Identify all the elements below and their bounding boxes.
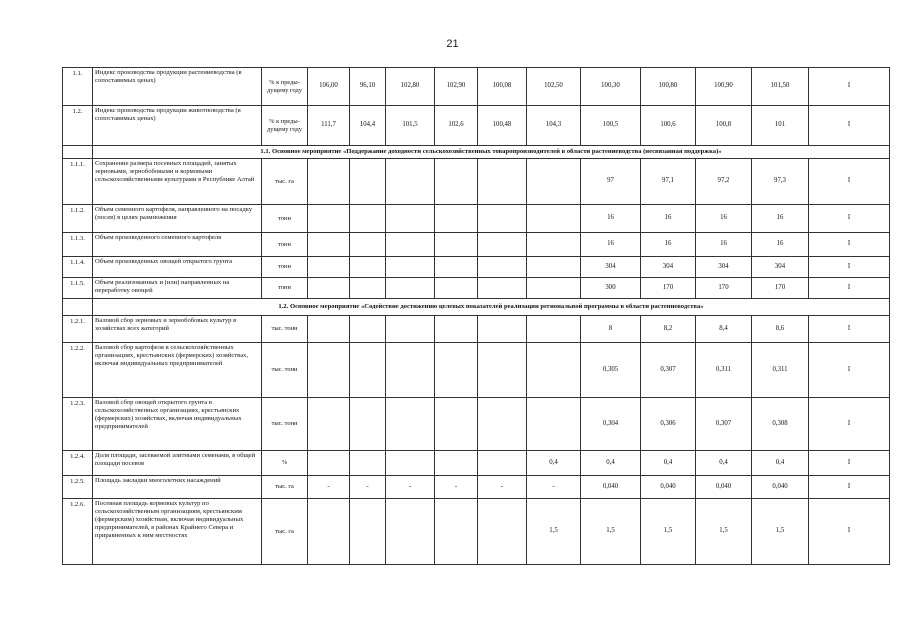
table-row: [63, 106, 890, 146]
section-title: 1.1. Основное мероприятие «Поддержание доходности сельскохозяйственных товаропроизводителей в области растениеводства (несвязанная поддержка)»: [93, 146, 890, 159]
value-cell: [308, 316, 350, 343]
value-cell: 101,50: [752, 68, 809, 106]
responsible-cell: I: [809, 476, 890, 499]
value-cell: [527, 278, 581, 299]
row-number: 1.2.5.: [63, 476, 93, 499]
table-row: [63, 278, 890, 299]
value-cell: 100,6: [641, 106, 696, 146]
value-cell: [308, 257, 350, 278]
value-cell: [308, 233, 350, 257]
indicator-name: Сохранение размера посевных площадей, занятых зерновыми, зернобобовыми и кормовыми сельскохозяйственными культурами в Республике Алтай: [93, 159, 262, 205]
value-cell: 100,80: [641, 68, 696, 106]
row-number: 1.2.: [63, 106, 93, 146]
value-cell: 16: [696, 233, 752, 257]
value-cell: 100,08: [478, 68, 527, 106]
value-cell: 16: [581, 205, 641, 233]
value-cell: 0,040: [641, 476, 696, 499]
unit-cell: тыс. га: [262, 476, 308, 499]
unit-cell: тыс. тонн: [262, 343, 308, 398]
table-row: [63, 257, 890, 278]
indicator-name: Площадь закладки многолетних насаждений: [93, 476, 262, 499]
row-number: 1.1.1.: [63, 159, 93, 205]
value-cell: [386, 499, 435, 565]
responsible-cell: I: [809, 278, 890, 299]
value-cell: 102,50: [527, 68, 581, 106]
value-cell: 0,040: [696, 476, 752, 499]
value-cell: -: [478, 476, 527, 499]
value-cell: -: [350, 476, 386, 499]
unit-cell: тыс. тонн: [262, 398, 308, 451]
value-cell: 16: [641, 233, 696, 257]
value-cell: [435, 316, 478, 343]
value-cell: 8,2: [641, 316, 696, 343]
row-number: 1.2.2.: [63, 343, 93, 398]
value-cell: 111,7: [308, 106, 350, 146]
value-cell: [308, 343, 350, 398]
value-cell: 1,5: [752, 499, 809, 565]
value-cell: 104,3: [527, 106, 581, 146]
value-cell: 304: [581, 257, 641, 278]
responsible-cell: I: [809, 106, 890, 146]
value-cell: 0,306: [641, 398, 696, 451]
value-cell: [478, 159, 527, 205]
row-number: 1.1.2.: [63, 205, 93, 233]
value-cell: 16: [641, 205, 696, 233]
value-cell: [350, 398, 386, 451]
value-cell: -: [308, 476, 350, 499]
value-cell: [308, 398, 350, 451]
section-row: [63, 299, 890, 316]
value-cell: 170: [696, 278, 752, 299]
value-cell: [527, 159, 581, 205]
value-cell: 100,5: [581, 106, 641, 146]
value-cell: 0,4: [752, 451, 809, 476]
value-cell: 0,308: [752, 398, 809, 451]
value-cell: [350, 159, 386, 205]
responsible-cell: I: [809, 499, 890, 565]
indicator-name: Объем семенного картофеля, направленного на посадку (посев) в целях размножения: [93, 205, 262, 233]
value-cell: [478, 316, 527, 343]
value-cell: 304: [641, 257, 696, 278]
value-cell: [527, 398, 581, 451]
value-cell: [350, 257, 386, 278]
value-cell: -: [386, 476, 435, 499]
value-cell: [386, 278, 435, 299]
value-cell: [527, 316, 581, 343]
page-number: 21: [446, 38, 459, 50]
value-cell: [386, 343, 435, 398]
value-cell: [350, 278, 386, 299]
value-cell: 1,5: [696, 499, 752, 565]
value-cell: 1,5: [527, 499, 581, 565]
row-number: 1.2.4.: [63, 451, 93, 476]
table-row: [63, 499, 890, 565]
indicator-name: Индекс производства продукции растениеводства (в сопоставимых ценах): [93, 68, 262, 106]
row-number: 1.1.: [63, 68, 93, 106]
value-cell: 0,4: [527, 451, 581, 476]
responsible-cell: I: [809, 451, 890, 476]
unit-cell: %: [262, 451, 308, 476]
unit-cell: тыс. тонн: [262, 316, 308, 343]
row-number: 1.1.5.: [63, 278, 93, 299]
value-cell: 102,80: [386, 68, 435, 106]
value-cell: [386, 205, 435, 233]
indicator-name: Объем произведенных овощей открытого грунта: [93, 257, 262, 278]
value-cell: 106,00: [308, 68, 350, 106]
value-cell: 304: [696, 257, 752, 278]
value-cell: 1,5: [641, 499, 696, 565]
unit-cell: % к преды-дущему году: [262, 106, 308, 146]
indicator-name: Объем произведенного семенного картофеля: [93, 233, 262, 257]
responsible-cell: I: [809, 233, 890, 257]
value-cell: [435, 205, 478, 233]
value-cell: [386, 159, 435, 205]
value-cell: [478, 278, 527, 299]
value-cell: 100,48: [478, 106, 527, 146]
value-cell: [435, 343, 478, 398]
value-cell: 97,1: [641, 159, 696, 205]
responsible-cell: I: [809, 343, 890, 398]
indicator-name: Валовой сбор зерновых и зернобобовых культур в хозяйствах всех категорий: [93, 316, 262, 343]
table-row: [63, 316, 890, 343]
table-row: [63, 233, 890, 257]
value-cell: 100,30: [581, 68, 641, 106]
value-cell: 97,3: [752, 159, 809, 205]
indicator-name: Индекс производства продукции животноводства (в сопоставимых ценах): [93, 106, 262, 146]
value-cell: 170: [641, 278, 696, 299]
value-cell: [435, 257, 478, 278]
value-cell: [435, 233, 478, 257]
indicator-name: Посевная площадь кормовых культур по сельскохозяйственным организациям, крестьянским (фермерским) хозяйствам, включая индивидуальных предпринимателей, в районах Крайнего Севера и приравненных к ним местностях: [93, 499, 262, 565]
value-cell: [308, 278, 350, 299]
table-row: [63, 68, 890, 106]
value-cell: 16: [752, 205, 809, 233]
value-cell: 101,5: [386, 106, 435, 146]
value-cell: 16: [696, 205, 752, 233]
unit-cell: тонн: [262, 278, 308, 299]
responsible-cell: I: [809, 205, 890, 233]
responsible-cell: I: [809, 398, 890, 451]
indicator-name: Доля площади, засеваемой элитными семенами, в общей площади посевов: [93, 451, 262, 476]
section-row: [63, 146, 890, 159]
value-cell: [478, 451, 527, 476]
indicator-name: Валовой сбор овощей открытого грунта в сельскохозяйственных организациях, крестьянских (фермерских) хозяйствах, включая индивидуальных предпринимателей: [93, 398, 262, 451]
value-cell: 102,90: [435, 68, 478, 106]
value-cell: 101: [752, 106, 809, 146]
value-cell: [435, 398, 478, 451]
value-cell: [386, 398, 435, 451]
value-cell: 0,4: [641, 451, 696, 476]
value-cell: 0,311: [752, 343, 809, 398]
value-cell: 96,10: [350, 68, 386, 106]
table-row: [63, 398, 890, 451]
value-cell: 300: [581, 278, 641, 299]
value-cell: [527, 257, 581, 278]
value-cell: [350, 205, 386, 233]
unit-cell: тонн: [262, 257, 308, 278]
unit-cell: тыс. га: [262, 159, 308, 205]
value-cell: 97: [581, 159, 641, 205]
value-cell: 100,8: [696, 106, 752, 146]
value-cell: [478, 499, 527, 565]
value-cell: [308, 451, 350, 476]
value-cell: [478, 257, 527, 278]
table-row: [63, 476, 890, 499]
value-cell: 8,4: [696, 316, 752, 343]
unit-cell: тыс. га: [262, 499, 308, 565]
value-cell: [478, 205, 527, 233]
value-cell: [308, 205, 350, 233]
value-cell: [308, 499, 350, 565]
value-cell: [386, 233, 435, 257]
value-cell: 0,307: [696, 398, 752, 451]
value-cell: [386, 316, 435, 343]
row-number: 1.1.4.: [63, 257, 93, 278]
value-cell: 8,6: [752, 316, 809, 343]
value-cell: 1,5: [581, 499, 641, 565]
indicator-name: Объем реализованных и (или) направленных на переработку овощей: [93, 278, 262, 299]
value-cell: [435, 159, 478, 205]
value-cell: [435, 451, 478, 476]
value-cell: 16: [752, 233, 809, 257]
responsible-cell: I: [809, 316, 890, 343]
value-cell: 102,6: [435, 106, 478, 146]
table-row: [63, 451, 890, 476]
value-cell: 0,4: [696, 451, 752, 476]
value-cell: 170: [752, 278, 809, 299]
table-row: [63, 159, 890, 205]
value-cell: 104,4: [350, 106, 386, 146]
table-row: [63, 343, 890, 398]
value-cell: [350, 451, 386, 476]
value-cell: -: [435, 476, 478, 499]
value-cell: 100,90: [696, 68, 752, 106]
row-number: 1.2.6.: [63, 499, 93, 565]
unit-cell: тонн: [262, 205, 308, 233]
value-cell: [478, 233, 527, 257]
value-cell: 16: [581, 233, 641, 257]
unit-cell: % к преды-дущему году: [262, 68, 308, 106]
value-cell: [435, 499, 478, 565]
value-cell: 0,040: [752, 476, 809, 499]
value-cell: 97,2: [696, 159, 752, 205]
value-cell: [350, 316, 386, 343]
value-cell: [435, 278, 478, 299]
row-number: 1.2.1.: [63, 316, 93, 343]
value-cell: [478, 343, 527, 398]
value-cell: [478, 398, 527, 451]
value-cell: 0,305: [581, 343, 641, 398]
row-number: 1.2.3.: [63, 398, 93, 451]
value-cell: 0,4: [581, 451, 641, 476]
responsible-cell: I: [809, 68, 890, 106]
value-cell: -: [527, 476, 581, 499]
value-cell: 0,040: [581, 476, 641, 499]
row-number: 1.1.3.: [63, 233, 93, 257]
value-cell: [527, 205, 581, 233]
responsible-cell: I: [809, 257, 890, 278]
value-cell: [350, 233, 386, 257]
value-cell: 0,307: [641, 343, 696, 398]
section-number-cell: [63, 299, 93, 316]
section-number-cell: [63, 146, 93, 159]
value-cell: [350, 343, 386, 398]
value-cell: [386, 451, 435, 476]
value-cell: [386, 257, 435, 278]
value-cell: 304: [752, 257, 809, 278]
value-cell: [350, 499, 386, 565]
table-row: [63, 205, 890, 233]
indicators-table: [62, 67, 890, 565]
value-cell: 0,304: [581, 398, 641, 451]
value-cell: 0,311: [696, 343, 752, 398]
responsible-cell: I: [809, 159, 890, 205]
section-title: 1.2. Основное мероприятие «Содействие достижению целевых показателей реализации региональной программы в области растениеводства»: [93, 299, 890, 316]
value-cell: [527, 233, 581, 257]
unit-cell: тонн: [262, 233, 308, 257]
indicator-name: Валовой сбор картофеля в сельскохозяйственных организациях, крестьянских (фермерских) хозяйствах, включая индивидуальных предпринимателей: [93, 343, 262, 398]
value-cell: 8: [581, 316, 641, 343]
value-cell: [527, 343, 581, 398]
value-cell: [308, 159, 350, 205]
